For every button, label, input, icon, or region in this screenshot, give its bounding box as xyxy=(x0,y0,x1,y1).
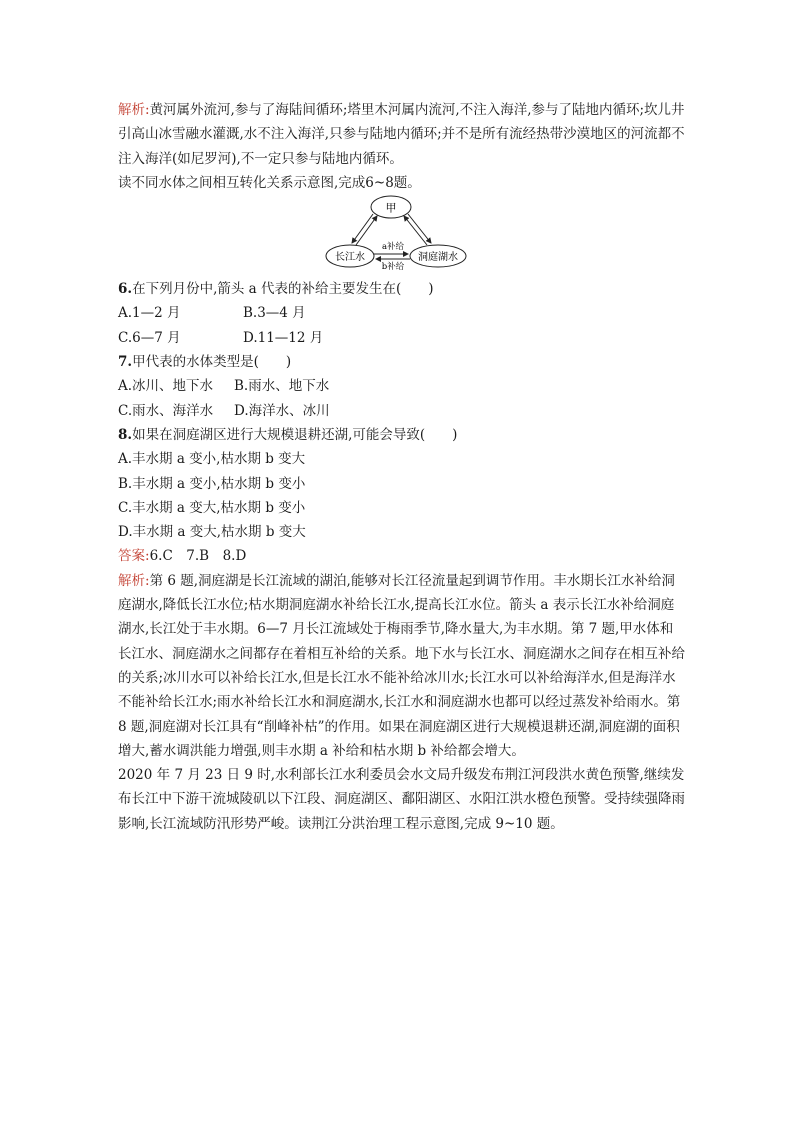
intro-analysis xyxy=(118,98,686,171)
q8-option-d: D.丰水期 a 变大,枯水期 b 变大 xyxy=(118,524,306,541)
water-cycle-diagram xyxy=(118,195,686,277)
arrow-b-label: b补给 xyxy=(381,262,405,273)
question-6-options-row2 xyxy=(118,326,686,350)
q8-option-c: C.丰水期 a 变大,枯水期 b 变小 xyxy=(118,499,306,516)
analysis-text: 黄河属外流河,参与了海陆间循环;塔里木河属内流河,不注入海洋,参与了陆地内循环;坎儿井引高山冰雪融水灌溉,水不注入海洋,只参与陆地内循环;并不是所有流经热带沙漠地区的河流都不注入海洋(如尼罗河),不一定只参与陆地内循环。 xyxy=(118,102,685,167)
arrow-a-label: a补给 xyxy=(381,242,405,253)
q7-option-d: D.海洋水、冰川 xyxy=(234,402,330,419)
question-7-stem xyxy=(118,350,686,374)
question-7-text: 甲代表的水体类型是( ) xyxy=(132,354,292,371)
q7-option-a: A.冰川、地下水 xyxy=(118,378,214,395)
question-7-options-row1 xyxy=(118,374,686,398)
analysis-text-2: 第 6 题,洞庭湖是长江流域的湖泊,能够对长江径流量起到调节作用。丰水期长江水补给洞庭湖水,降低长江水位;枯水期洞庭湖水补给长江水,提高长江水位。箭头 a 表示长江水补给洞庭湖水,长江处于丰水期。6—7 月长江流域处于梅雨季节,降水量大,为丰水期。第 7 题,甲水体和长江水、洞庭湖水之间都存在着相互补给的关系。地下水与长江水、洞庭湖水之间存在相互补给的关系;冰川水可以补给长江水,但是长江水不能补给冰川水;长江水可以补给海洋水,但是海洋水不能补给长江水;雨水补给长江水和洞庭湖水,长江水和洞庭湖水也都可以经过蒸发补给雨水。第 8 题,洞庭湖对长江具有“削峰补枯”的作用。如果在洞庭湖区进行大规模退耕还湖,洞庭湖的面积增大,蓄水调洪能力增强,则丰水期 a 补给和枯水期 b 补给都会增大。 xyxy=(118,572,685,759)
diagram-svg xyxy=(118,195,686,277)
prompt-text: 读不同水体之间相互转化关系示意图,完成6~8题。 xyxy=(118,174,421,191)
question-7-options-row2 xyxy=(118,399,686,423)
question-6-text: 在下列月份中,箭头 a 代表的补给主要发生在( ) xyxy=(132,281,434,298)
answer-label: 答案: xyxy=(118,548,150,565)
q7-option-c: C.雨水、海洋水 xyxy=(118,402,214,419)
q6-option-a: A.1—2 月 xyxy=(118,305,181,322)
arrow-jia-to-dongting xyxy=(408,214,431,243)
analysis-paragraph xyxy=(118,569,686,763)
q6-option-b: B.3—4 月 xyxy=(243,305,306,322)
q6-option-d: D.11—12 月 xyxy=(243,329,324,346)
node-jia-label: 甲 xyxy=(385,201,397,215)
answer-line xyxy=(118,544,686,568)
question-6-number: 6. xyxy=(118,281,133,298)
node-changjiang-label: 长江水 xyxy=(335,252,365,264)
q8-option-a: A.丰水期 a 变小,枯水期 b 变大 xyxy=(118,451,306,468)
arrow-changjiang-to-jia xyxy=(356,216,377,245)
arrow-jia-to-changjiang xyxy=(352,214,373,243)
content-column xyxy=(118,98,686,836)
q6-option-c: C.6—7 月 xyxy=(118,329,181,346)
question-6-options-row1 xyxy=(118,301,686,325)
answer-text: 6.C 7.B 8.D xyxy=(149,548,247,565)
question-8-stem xyxy=(118,423,686,447)
analysis-label: 解析: xyxy=(118,102,150,118)
question-8-text: 如果在洞庭湖区进行大规模退耕还湖,可能会导致( ) xyxy=(132,426,458,443)
q8-option-b: B.丰水期 a 变小,枯水期 b 变小 xyxy=(118,475,306,492)
arrow-dongting-to-jia xyxy=(404,216,427,245)
question-6-stem xyxy=(118,277,686,301)
node-dongting-label: 洞庭湖水 xyxy=(418,252,458,264)
analysis-label-2: 解析: xyxy=(118,572,150,589)
question-7-number: 7. xyxy=(118,354,133,371)
q7-option-b: B.雨水、地下水 xyxy=(234,378,330,395)
question-8-number: 8. xyxy=(118,426,133,443)
news-paragraph: 2020 年 7 月 23 日 9 时,水利部长江水利委员会水文局升级发布荆江河段洪水黄色预警,继续发布长江中下游干流城陵矶以下江段、洞庭湖区、鄱阳湖区、水阳江洪水橙色预警。受持续强降雨影响,长江流域防汛形势严峻。读荆江分洪治理工程示意图,完成 9~10 题。 xyxy=(118,767,685,832)
